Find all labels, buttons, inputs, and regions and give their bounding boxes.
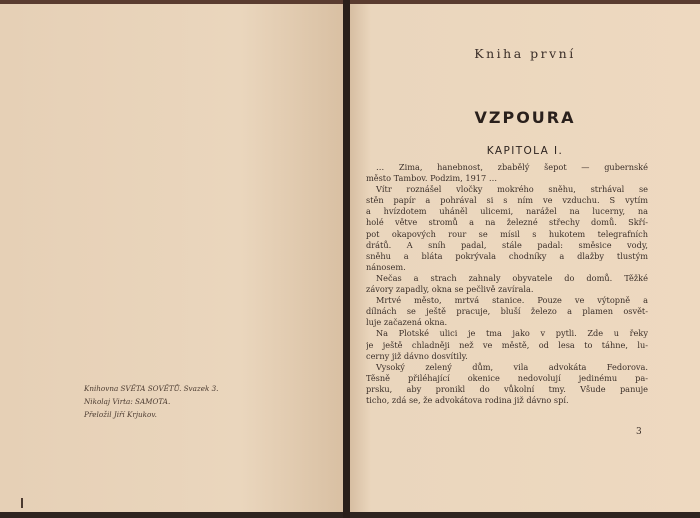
paragraph [366,162,648,184]
paragraph [366,184,648,273]
text-line: cerny již dávno dosvítily. [366,350,468,361]
text-line: Mrtvé město, mrtvá stanice. Pouze ve výtopně a [376,295,648,306]
paragraph [366,328,648,361]
text-line: Na Plotské ulici je tma jako v pytli. Zde u řeky [376,328,648,339]
text-line: závory zapadly, okna se pečlivě zavírala. [366,284,534,295]
body-text [366,162,648,406]
text-line: Vysoký zelený dům, vila advokáta Fedorova. [376,361,648,372]
text-line: stěn papír a pohrával si s ním ve vzduchu. S vytím [366,195,648,206]
book-gutter [343,0,350,518]
text-line: ticho, zdá se, že advokátova rodina již dávno spí. [366,394,569,405]
page-number: 3 [636,427,642,437]
text-line: prsku, aby pronikl do vůkolní tmy. Všude panuje [366,383,648,394]
text-line: … Zima, hanebnost, zbabělý šepot — gubernské [376,162,648,172]
paragraph [366,295,648,328]
text-line: Nečas a strach zahnaly obyvatele do domů. Těžké [376,272,648,283]
left-page [0,4,343,512]
text-line: dílnách se ještě pracuje, bluší železo a plamen osvět- [366,306,648,317]
impressum-line: Přeložil Jiří Krjukov. [84,410,157,419]
text-line: je ještě chladněji než ve městě, od lesa to táhne, lu- [366,339,648,350]
chapter-heading: KAPITOLA I. [486,145,564,157]
book-label: Kniha první [474,46,576,61]
part-title: VZPOURA [474,108,576,127]
text-line: pot okapových rour se mísil s hukotem telegrafních [366,228,648,239]
text-line: a hvízdotem uháněl ulicemi, narážel na lucerny, na [366,206,648,217]
text-line: Vítr roznášel vločky mokrého sněhu, strhával se [376,184,648,195]
impressum-line: Nikolaj Virta: SAMOTA. [84,397,171,406]
text-line: Těsně přiléhající okenice nedovolují jedinému pa- [366,372,648,383]
text-line: luje začazená okna. [366,317,448,328]
page-mark [21,498,23,508]
text-line: nánosem. [366,261,406,272]
impressum-line: Knihovna SVĚTA SOVĚTŮ. Svazek 3. [84,384,219,393]
text-line: drátů. A sníh padal, stále padal: směsice vody, [366,239,648,250]
impressum [84,382,304,421]
text-line: město Tambov. Podzim, 1917 … [366,173,498,184]
paragraph [366,273,648,295]
text-line: sněhu a bláta pokrývala chodníky a dlažby tlustým [366,250,648,261]
text-line: holé větve stromů a na železné střechy domů. Skří- [366,217,648,228]
paragraph [366,362,648,406]
